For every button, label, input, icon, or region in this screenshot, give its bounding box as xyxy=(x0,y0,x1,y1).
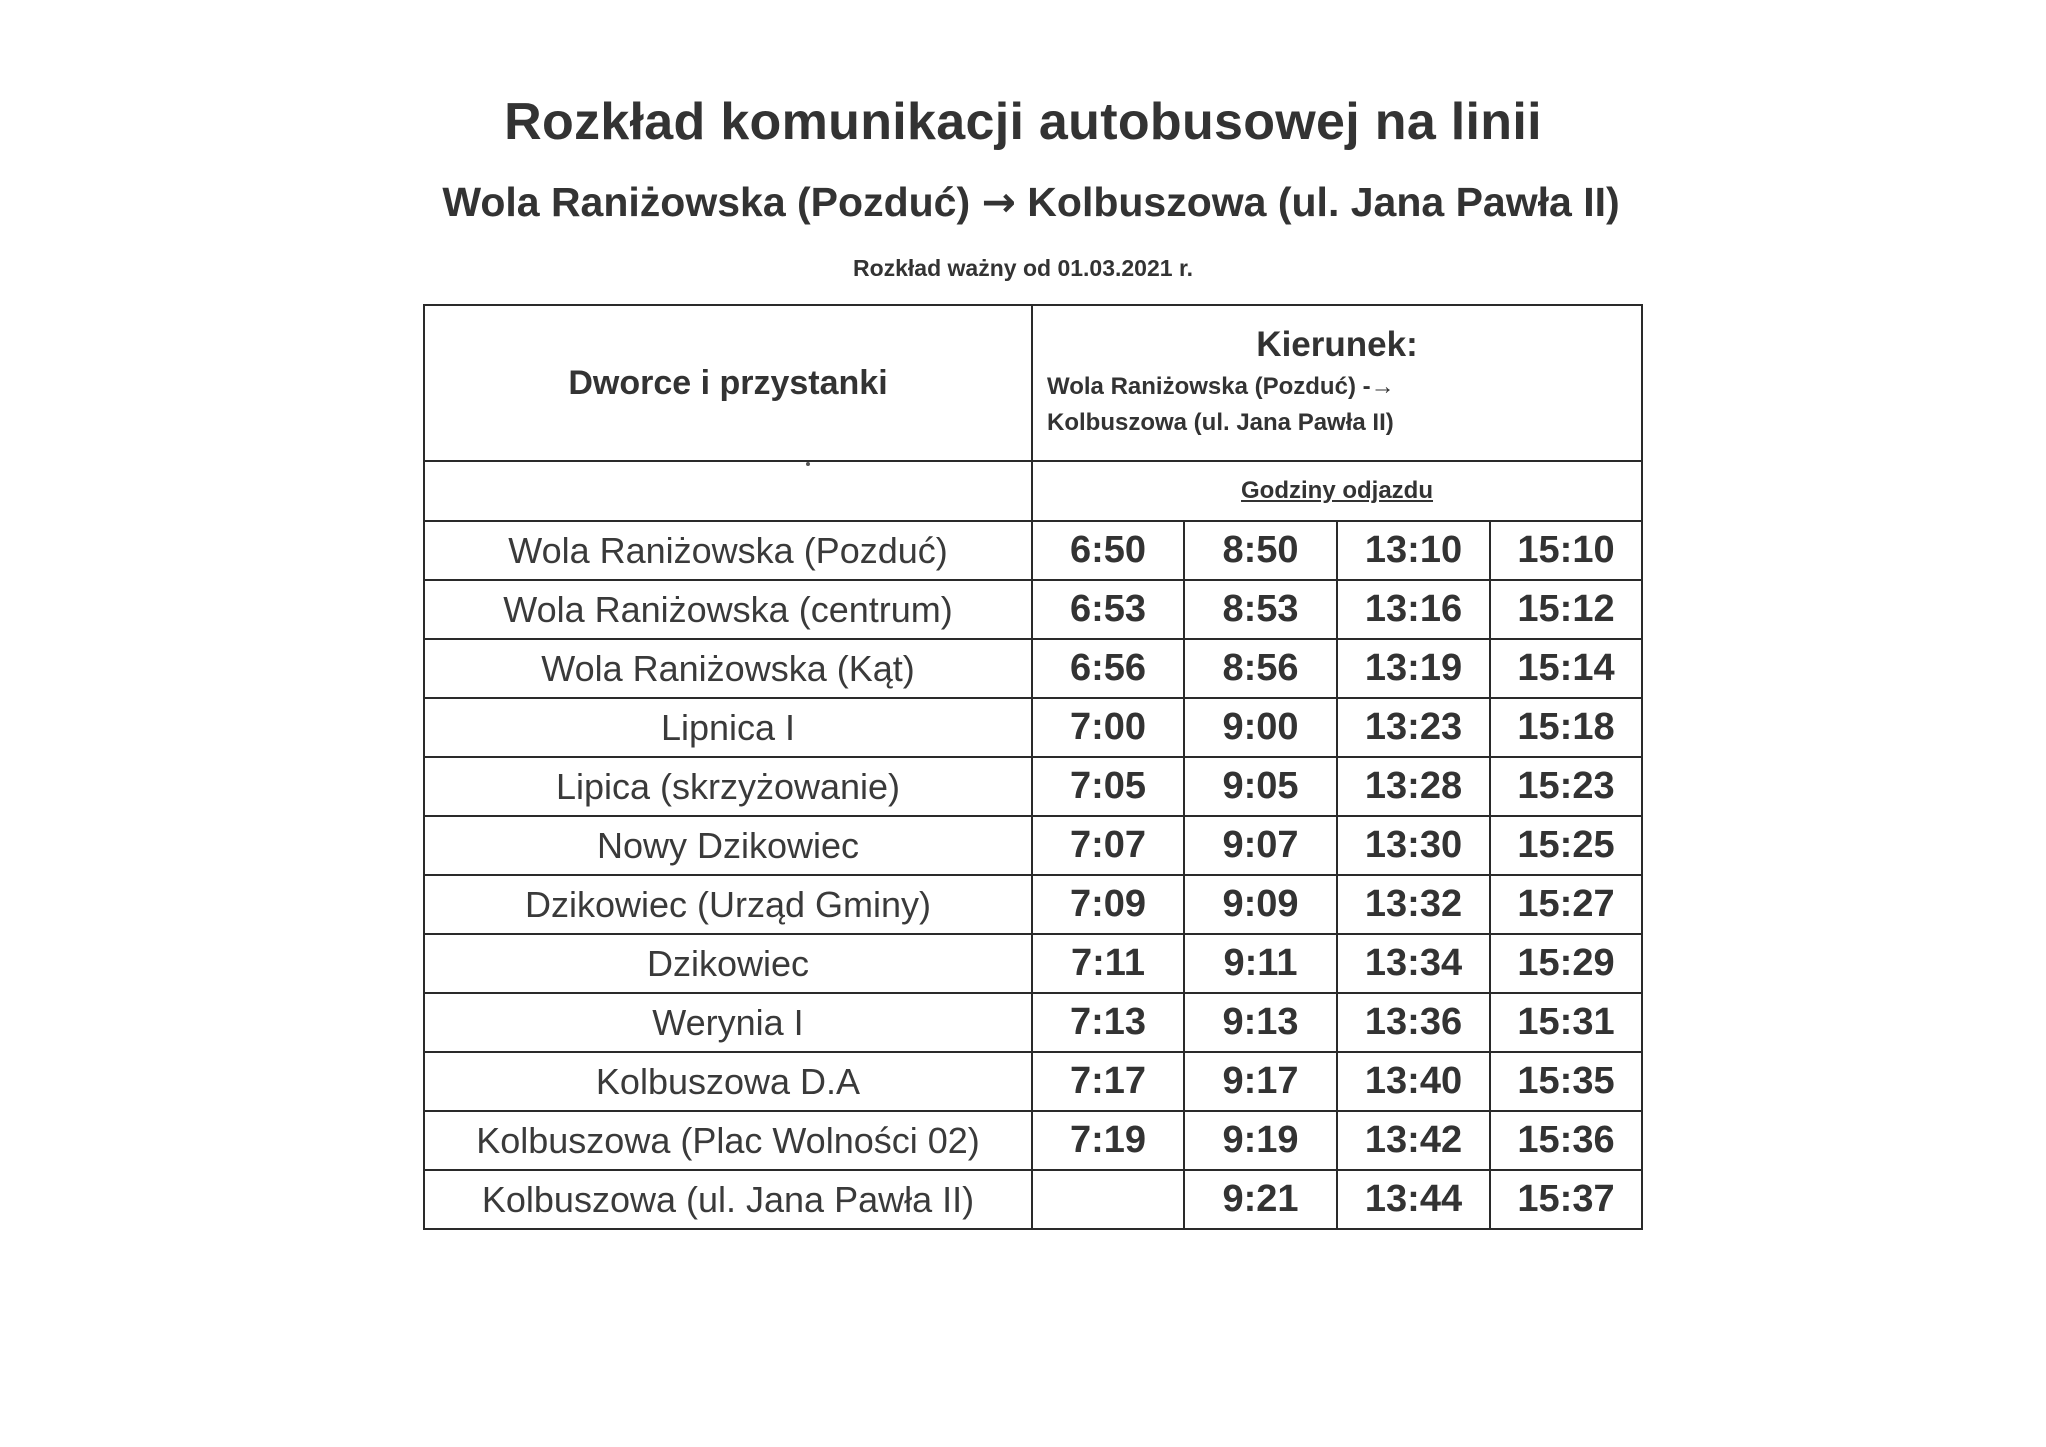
departure-time: 6:56 xyxy=(1032,639,1184,698)
departure-time: 15:18 xyxy=(1490,698,1642,757)
departure-time: 13:19 xyxy=(1337,639,1490,698)
departure-time: 15:12 xyxy=(1490,580,1642,639)
departure-time: 9:05 xyxy=(1184,757,1337,816)
departure-time: 7:13 xyxy=(1032,993,1184,1052)
departure-time: 9:13 xyxy=(1184,993,1337,1052)
table-row xyxy=(424,757,1642,816)
departure-time: 7:00 xyxy=(1032,698,1184,757)
departure-time: 15:23 xyxy=(1490,757,1642,816)
departure-time: 15:14 xyxy=(1490,639,1642,698)
departure-time: 13:23 xyxy=(1337,698,1490,757)
stop-name: Kolbuszowa (ul. Jana Pawła II) xyxy=(424,1170,1032,1229)
route-subtitle xyxy=(396,178,1666,226)
stops-column-header: Dworce i przystanki xyxy=(424,305,1032,461)
departure-time: 13:10 xyxy=(1337,521,1490,580)
departure-time: 15:29 xyxy=(1490,934,1642,993)
departure-time: 7:11 xyxy=(1032,934,1184,993)
stop-name: Kolbuszowa (Plac Wolności 02) xyxy=(424,1111,1032,1170)
validity-note: Rozkład ważny od 01.03.2021 r. xyxy=(852,255,1194,281)
timetable xyxy=(423,304,1643,1230)
table-row xyxy=(424,1052,1642,1111)
departure-time: 9:21 xyxy=(1184,1170,1337,1229)
stop-name: Wola Raniżowska (Kąt) xyxy=(424,639,1032,698)
departure-time: 6:53 xyxy=(1032,580,1184,639)
departure-time: 13:30 xyxy=(1337,816,1490,875)
departure-time: 15:25 xyxy=(1490,816,1642,875)
stop-name: Nowy Dzikowiec xyxy=(424,816,1032,875)
departure-time: 9:11 xyxy=(1184,934,1337,993)
departure-time: 7:19 xyxy=(1032,1111,1184,1170)
table-row xyxy=(424,875,1642,934)
departure-time: 13:40 xyxy=(1337,1052,1490,1111)
departures-header-row xyxy=(424,461,1642,521)
stop-name: Lipica (skrzyżowanie) xyxy=(424,757,1032,816)
departure-time: 9:19 xyxy=(1184,1111,1337,1170)
departure-time: 7:17 xyxy=(1032,1052,1184,1111)
direction-route-line2: Kolbuszowa (ul. Jana Pawła II) xyxy=(1047,409,1394,436)
direction-route-line1: Wola Raniżowska (Pozduć) -→ xyxy=(1047,373,1395,400)
table-row xyxy=(424,698,1642,757)
departure-time: 15:36 xyxy=(1490,1111,1642,1170)
route-destination: Kolbuszowa (ul. Jana Pawła II) xyxy=(1027,179,1620,225)
departure-time xyxy=(1032,1170,1184,1229)
stop-name: Kolbuszowa D.A xyxy=(424,1052,1032,1111)
departure-time: 13:28 xyxy=(1337,757,1490,816)
departure-time: 13:36 xyxy=(1337,993,1490,1052)
stop-name: Lipnica I xyxy=(424,698,1032,757)
departure-time: 7:07 xyxy=(1032,816,1184,875)
route-origin: Wola Raniżowska (Pozduć) xyxy=(442,179,971,225)
departure-time: 9:07 xyxy=(1184,816,1337,875)
departure-time: 13:44 xyxy=(1337,1170,1490,1229)
departure-time: 15:37 xyxy=(1490,1170,1642,1229)
page-title: Rozkład komunikacji autobusowej na linii xyxy=(504,93,1542,151)
table-row xyxy=(424,1170,1642,1229)
table-row xyxy=(424,521,1642,580)
departure-time: 7:05 xyxy=(1032,757,1184,816)
stop-name: Dzikowiec xyxy=(424,934,1032,993)
timetable-header-row xyxy=(424,305,1642,461)
empty-header-cell xyxy=(424,461,1032,521)
stop-name: Dzikowiec (Urząd Gminy) xyxy=(424,875,1032,934)
stop-name: Wola Raniżowska (Pozduć) xyxy=(424,521,1032,580)
departure-time: 7:09 xyxy=(1032,875,1184,934)
departure-time: 15:35 xyxy=(1490,1052,1642,1111)
table-row xyxy=(424,993,1642,1052)
departure-time: 15:10 xyxy=(1490,521,1642,580)
departure-time: 13:16 xyxy=(1337,580,1490,639)
departure-time: 15:31 xyxy=(1490,993,1642,1052)
arrow-right-icon: → xyxy=(981,178,1016,226)
table-row xyxy=(424,580,1642,639)
departure-time: 13:42 xyxy=(1337,1111,1490,1170)
direction-cell xyxy=(1032,305,1642,461)
table-row xyxy=(424,639,1642,698)
stop-name: Wola Raniżowska (centrum) xyxy=(424,580,1032,639)
departure-time: 13:32 xyxy=(1337,875,1490,934)
departures-label: Godziny odjazdu xyxy=(1032,461,1642,521)
departure-time: 8:50 xyxy=(1184,521,1337,580)
departure-time: 8:53 xyxy=(1184,580,1337,639)
departure-time: 15:27 xyxy=(1490,875,1642,934)
direction-label: Kierunek: xyxy=(1256,325,1418,364)
table-row xyxy=(424,1111,1642,1170)
departure-time: 6:50 xyxy=(1032,521,1184,580)
table-row xyxy=(424,934,1642,993)
departure-time: 9:00 xyxy=(1184,698,1337,757)
table-row xyxy=(424,816,1642,875)
departure-time: 9:17 xyxy=(1184,1052,1337,1111)
departure-time: 13:34 xyxy=(1337,934,1490,993)
stop-name: Werynia I xyxy=(424,993,1032,1052)
departure-time: 9:09 xyxy=(1184,875,1337,934)
departure-time: 8:56 xyxy=(1184,639,1337,698)
